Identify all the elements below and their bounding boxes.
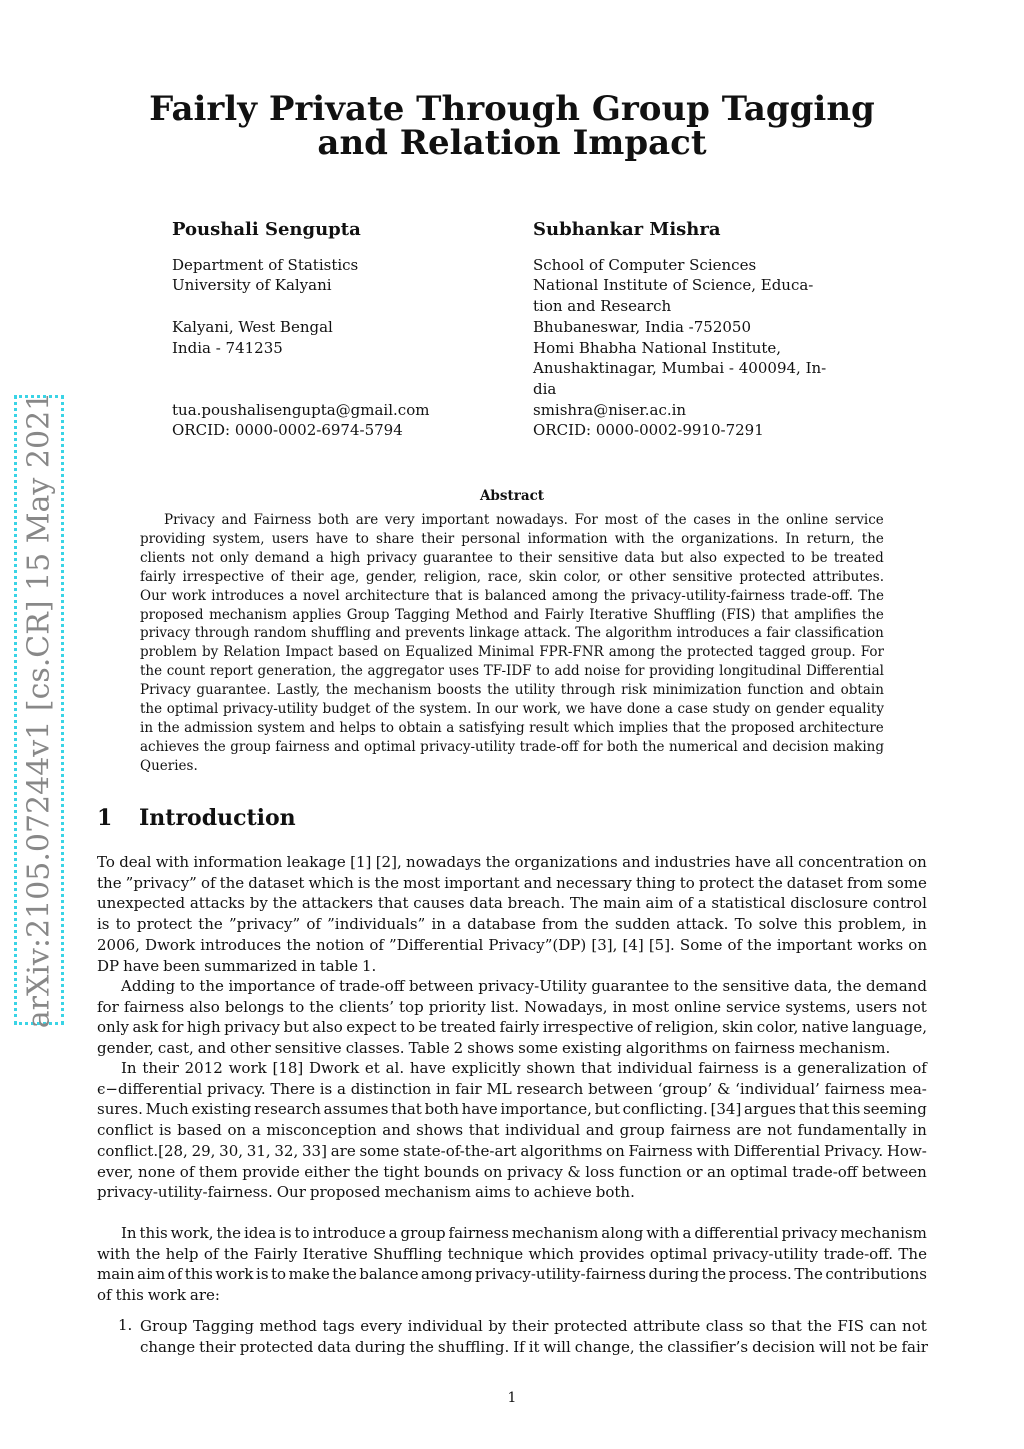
paragraph-3 [97, 1058, 927, 1203]
text-line: achieves the group fairness and optimal privacy-utility trade-off for both the numerical and decision making [140, 738, 884, 755]
text-line: In their 2012 work [18] Dwork et al. have explicitly shown that individual fairness is a generalization of [121, 1059, 927, 1077]
text-line: the count report generation, the aggregator uses TF-IDF to add noise for providing longitudinal Differential [140, 663, 884, 680]
text-line: To deal with information leakage [1] [2], nowadays the organizations and industries have all concentration on [97, 853, 927, 871]
section-title: Introduction [139, 805, 296, 831]
text-line: proposed mechanism applies Group Tagging Method and Fairly Iterative Shuffling (FIS) that amplifies the [140, 606, 884, 623]
text-line: of this work are: [97, 1286, 220, 1305]
text-line: privacy through random shuffling and prevents linkage attack. The algorithm introduces a fair classification [140, 625, 884, 642]
section-heading [97, 805, 296, 831]
paragraph-1 [97, 852, 927, 976]
author-inst: tion and Research [533, 297, 672, 316]
abstract-heading: Abstract [479, 488, 545, 504]
text-line: In this work, the idea is to introduce a group fairness mechanism along with a differential privacy mechanism [121, 1224, 927, 1242]
section-number: 1 [97, 805, 113, 831]
text-line: providing system, users have to share their personal information with the organizations. In return, the [140, 530, 884, 547]
author-inst: Homi Bhabha National Institute, [533, 338, 782, 357]
author-city: Kalyani, West Bengal [172, 317, 333, 336]
arxiv-id: arXiv:2105.07244v1 [cs.CR] 15 May 2021 [21, 391, 57, 1029]
paragraph-2 [97, 976, 927, 1059]
author-inst: University of Kalyani [172, 276, 332, 295]
author-orcid: ORCID: 0000-0002-6974-5794 [172, 421, 403, 440]
text-line: privacy-utility-fairness. Our proposed mechanism aims to achieve both. [97, 1183, 635, 1202]
text-line: the ”privacy” of the dataset which is the most important and necessary thing to protect the dataset from some [97, 873, 927, 892]
author-dept: School of Computer Sciences [533, 255, 757, 274]
author-email[interactable]: smishra@niser.ac.in [533, 400, 687, 419]
title-line-2: and Relation Impact [317, 123, 707, 163]
text-line: Adding to the importance of trade-off between privacy-Utility guarantee to the sensitive data, the demand [121, 977, 927, 995]
text-line: main aim of this work is to make the balance among privacy-utility-fairness during the process. The contributions [97, 1265, 927, 1284]
author-name: Subhankar Mishra [533, 219, 721, 240]
text-line: DP have been summarized in table 1. [97, 956, 377, 975]
arxiv-stamp[interactable] [14, 391, 64, 1029]
author-city: Anushaktinagar, Mumbai - 400094, In- [533, 359, 827, 378]
text-line: clients not only demand a high privacy guarantee to their sensitive data but also expected to be treated [140, 549, 884, 566]
text-line: Group Tagging method tags every individual by their protected attribute class so that the FIS can not [140, 1317, 927, 1335]
title-line-1: Fairly Private Through Group Tagging [149, 89, 875, 129]
text-line: gender, cast, and other sensitive classes. Table 2 shows some existing algorithms on fairness mechanism. [97, 1039, 891, 1058]
text-line: Privacy and Fairness both are very important nowadays. For most of the cases in the online service [164, 512, 884, 528]
page-number: 1 [507, 1390, 517, 1406]
list-number: 1. [118, 1316, 133, 1334]
text-line: fairly irrespective of their age, gender, religion, race, skin color, or other sensitive protected attributes. [140, 568, 884, 585]
text-line: is to protect the ”privacy” of ”individuals” in a database from the sudden attack. To solve this problem, in [97, 915, 927, 934]
text-line: change their protected data during the shuffling. If it will change, the classifier’s decision will not be fair [140, 1337, 928, 1356]
text-line: for fairness also belongs to the clients’ top priority list. Nowadays, in most online service systems, users not [97, 997, 927, 1016]
text-line: in the admission system and helps to obtain a satisfying result which implies that the proposed architecture [140, 719, 884, 736]
text-line: Our work introduces a novel architecture that is balanced among the privacy-utility-fairness trade-off. The [140, 587, 884, 604]
list-item-1 [140, 1316, 927, 1357]
text-line: ϵ−differential privacy. There is a distinction in fair ML research between ‘group’ & ‘individual’ fairness mea- [97, 1079, 927, 1098]
text-line: Privacy guarantee. Lastly, the mechanism boosts the utility through risk minimization function and obtain [140, 682, 884, 699]
author-email[interactable]: tua.poushalisengupta@gmail.com [172, 400, 430, 419]
text-line: with the help of the Fairly Iterative Shuffling technique which provides optimal privacy-utility trade-off. The [97, 1244, 927, 1263]
abstract [140, 511, 884, 776]
paragraph-4 [97, 1223, 927, 1306]
text-line: problem by Relation Impact based on Equalized Minimal FPR-FNR among the protected tagged group. For [140, 644, 884, 661]
author-city: dia [533, 379, 557, 398]
text-line: unexpected attacks by the attackers that causes data breach. The main aim of a statistical disclosure control [97, 894, 927, 913]
text-line: 2006, Dwork introduces the notion of ”Differential Privacy”(DP) [3], [4] [5]. Some of the important works on [97, 935, 927, 954]
author-block-2 [533, 220, 826, 441]
author-city: Bhubaneswar, India -752050 [533, 317, 751, 336]
paper-title [140, 89, 884, 163]
author-inst: National Institute of Science, Educa- [533, 276, 814, 295]
author-country: India - 741235 [172, 338, 283, 357]
text-line: the optimal privacy-utility budget of the system. In our work, we have done a case study on gender equality [140, 701, 884, 718]
author-dept: Department of Statistics [172, 255, 359, 274]
text-line: conflict is based on a misconception and shows that individual and group fairness are not fundamentally in [97, 1121, 927, 1140]
author-orcid: ORCID: 0000-0002-9910-7291 [533, 421, 764, 440]
text-line: sures. Much existing research assumes that both have importance, but conflicting. [34] argues that this seeming [97, 1100, 927, 1119]
text-line: conflict.[28, 29, 30, 31, 32, 33] are some state-of-the-art algorithms on Fairness with Differential Privacy. How- [97, 1141, 927, 1160]
text-line: only ask for high privacy but also expect to be treated fairly irrespective of religion, skin color, native language, [97, 1018, 927, 1037]
author-name: Poushali Sengupta [172, 219, 361, 240]
text-line: Queries. [140, 757, 198, 774]
author-block-1 [172, 220, 429, 441]
text-line: ever, none of them provide either the tight bounds on privacy & loss function or an optimal trade-off between [97, 1162, 927, 1181]
